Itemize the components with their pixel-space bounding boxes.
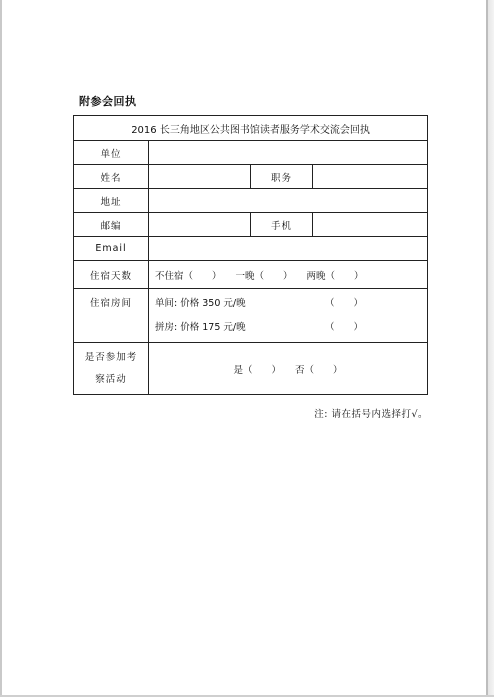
room-label: 住宿房间 [74,289,149,343]
activity-row [74,343,428,395]
room-single-text: 单间: 价格 350 元/晚 [155,297,246,309]
email-label: Email [74,237,149,261]
registration-form-table [73,115,428,395]
room-row [74,289,428,343]
stay-option-none[interactable]: 不住宿（ ） [155,270,222,282]
unit-field[interactable] [149,141,428,165]
unit-label: 单位 [74,141,149,165]
address-field[interactable] [149,189,428,213]
stay-days-row [74,261,428,289]
address-row [74,189,428,213]
postcode-row [74,213,428,237]
room-option-single[interactable] [149,292,427,316]
room-shared-text: 拼房: 价格 175 元/晚 [155,321,246,333]
mobile-field[interactable] [313,213,428,237]
mobile-label: 手机 [251,213,313,237]
stay-option-one-night[interactable]: 一晚（ ） [235,270,293,282]
stay-option-two-nights[interactable]: 两晚（ ） [306,270,364,282]
room-shared-paren: （ ） [325,321,364,333]
position-label: 职务 [251,165,313,189]
name-field[interactable] [149,165,251,189]
email-field[interactable] [149,237,428,261]
attachment-title: 附参会回执 [79,95,137,108]
activity-option-no[interactable]: 否（ ） [295,364,343,376]
room-options [149,289,428,343]
address-label: 地址 [74,189,149,213]
room-option-shared[interactable] [149,316,427,340]
activity-options [149,343,428,395]
postcode-field[interactable] [149,213,251,237]
name-label: 姓名 [74,165,149,189]
activity-label-line1: 是否参加考 [84,351,138,363]
name-row [74,165,428,189]
stay-days-options [149,261,428,289]
email-row [74,237,428,261]
page-shadow-right [488,0,494,697]
postcode-label: 邮编 [74,213,149,237]
stay-days-label: 住宿天数 [74,261,149,289]
selection-note: 注: 请在括号内选择打√。 [314,409,428,420]
unit-row [74,141,428,165]
activity-option-yes[interactable]: 是（ ） [233,364,281,376]
position-field[interactable] [313,165,428,189]
room-single-paren: （ ） [325,297,364,309]
form-title: 2016 长三角地区公共图书馆读者服务学术交流会回执 [74,116,428,141]
activity-label-line2: 察活动 [95,373,127,385]
activity-label [74,343,149,395]
